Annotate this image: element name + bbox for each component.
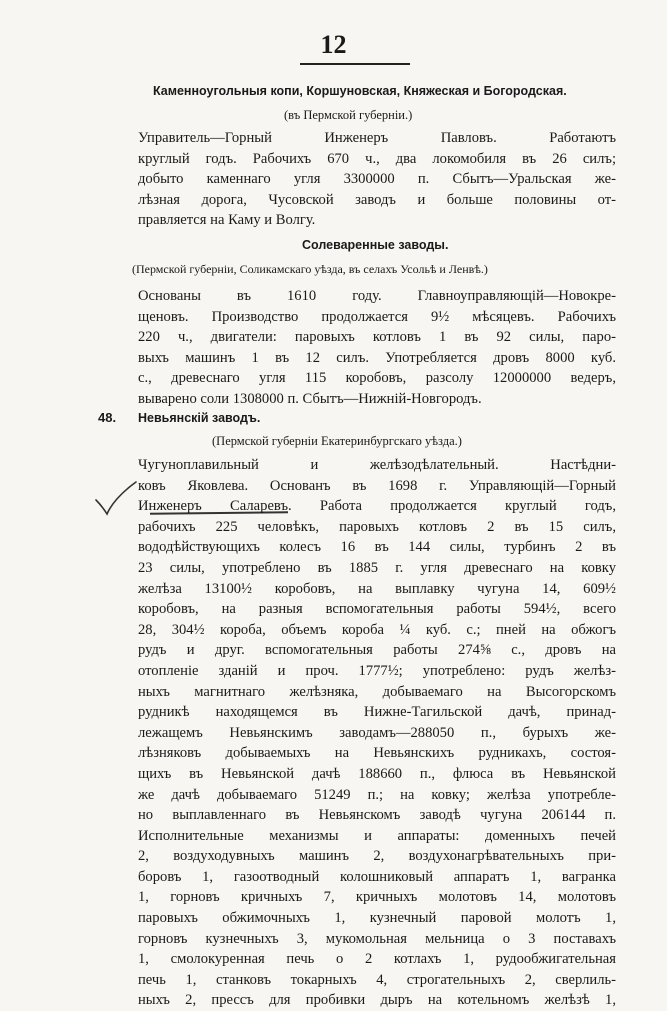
- text-line: боровъ 1, газоотводный колошниковый аппаратъ 1, вагранка: [138, 868, 616, 885]
- section-subheading-coal-mines: (въ Пермской губерніи.): [284, 108, 413, 122]
- text-line: же дачѣ добываемаго 51249 п.; на ковку; желѣза употребле-: [138, 786, 616, 803]
- text-line: лѣзняковъ добываемыхъ на Невьянскихъ рудникахъ, состоя-: [138, 745, 616, 762]
- text-line: горновъ кузнечныхъ 3, мукомольная мельница о 3 поставахъ: [138, 930, 616, 947]
- text-line: добыто каменнаго угля 3300000 п. Сбытъ—Уральская же-: [138, 171, 616, 188]
- section-number: 48.: [98, 410, 117, 425]
- handwritten-check-mark-icon: [92, 480, 140, 518]
- text-line: ковъ Яковлева. Основанъ въ 1698 г. Управляющій—Горный: [138, 477, 616, 494]
- text-line: лежащемъ Невьянскимъ заводамъ—288050 п., бурыхъ же-: [138, 724, 616, 741]
- text-line: 1, смолокуренная печь о 2 котлахъ 1, рудообжигательная: [138, 951, 616, 968]
- text-line: вододѣйствующихъ колесъ 16 въ 144 силы, турбинъ 2 въ: [138, 539, 616, 556]
- text-line: круглый годъ. Рабочихъ 670 ч., два локомобиля въ 26 силъ;: [138, 150, 616, 167]
- text-line: лѣзная дорога, Чусовской заводъ и больше половины от-: [138, 191, 616, 208]
- text-line: Чугуноплавильный и желѣзодѣлательный. Настѣдни-: [138, 457, 616, 473]
- text-line: Инженеръ Саларевъ. Работа продолжается круглый годъ,: [138, 498, 616, 515]
- section-heading-nevyansk: Невьянскій заводъ.: [138, 411, 261, 425]
- text-line: выварено соли 1308000 п. Сбытъ—Нижній-Новгородъ.: [138, 390, 482, 407]
- text-line: 28, 304½ короба, объемъ короба ¼ куб. с.; пней на обжогъ: [138, 621, 616, 638]
- text-line: 23 силы, употреблено въ 1885 г. угля древеснаго на ковку: [138, 559, 616, 576]
- section-subheading-salt-works: (Пермской губерніи, Соликамскаго уѣзда, въ селахъ Усольѣ и Ленвѣ.): [132, 262, 488, 276]
- text-line: ныхъ 2, прессъ для пробивки дыръ на котельномъ желѣзѣ 1,: [138, 992, 616, 1009]
- section-heading-salt-works: Солеваренные заводы.: [302, 238, 449, 252]
- text-line: выхъ машинъ 1 въ 12 силъ. Употребляется дровъ 8000 куб.: [138, 349, 616, 366]
- text-line: с., древеснаго угля 115 коробовъ, разсолу 12000000 ведеръ,: [138, 370, 616, 387]
- page-number: 12: [320, 30, 347, 59]
- text-line: отопленіе зданій и проч. 1777½; употреблено: рудъ желѣз-: [138, 662, 616, 679]
- text-line: Исполнительные механизмы и аппараты: доменныхъ печей: [138, 827, 616, 844]
- text-line: 2, воздуходувныхъ машинъ 2, воздухонагрѣвательныхъ при-: [138, 848, 616, 865]
- text-line: печь 1, станковъ токарныхъ 4, строгательныхъ 2, сверлиль-: [138, 971, 616, 988]
- text-line: 220 ч., двигатели: паровыхъ котловъ 1 въ 92 силы, паро-: [138, 329, 616, 346]
- text-line: паровыхъ обжимочныхъ 1, кузнечный паровой молотъ 1,: [138, 910, 616, 927]
- text-line: ныхъ магнитнаго желѣзняка, добываемаго на Высогорскомъ: [138, 683, 616, 700]
- text-line: рабочихъ 225 человѣкъ, паровыхъ котловъ 2 въ 15 силъ,: [138, 518, 616, 535]
- section-subheading-nevyansk: (Пермской губерніи Екатеринбургскаго уѣзда.): [212, 434, 462, 448]
- paragraph-nevyansk: [138, 455, 616, 1011]
- text-line: 1, горновъ кричныхъ 7, кричныхъ молотовъ 14, молотовъ: [138, 889, 616, 906]
- section-heading-coal-mines: Каменноугольныя копи, Коршуновская, Княжеская и Богородская.: [153, 84, 567, 98]
- text-line: щихъ въ Невьянской дачѣ 188660 п., флюса въ Невьянской: [138, 765, 616, 782]
- text-line: правляется на Каму и Волгу.: [138, 212, 316, 229]
- paragraph-salt-works: [138, 286, 616, 410]
- text-line: Основаны въ 1610 году. Главноуправляющій—Новокре-: [138, 288, 616, 304]
- paragraph-coal-mines: [138, 128, 616, 231]
- text-line: коробовъ, на разныя вспомогательныя работы 594½, всего: [138, 601, 616, 618]
- text-line: желѣза 13100½ коробовъ, на выплавку чугуна 14, 609½: [138, 580, 616, 597]
- bleed-through-shadow: [607, 78, 667, 118]
- text-line: но выплавленнаго въ Невьянскомъ заводѣ чугуна 206144 п.: [138, 807, 616, 824]
- page-number-rule: [300, 63, 410, 65]
- text-line: щеновъ. Производство продолжается 9½ мѣсяцевъ. Рабочихъ: [138, 308, 616, 325]
- text-line: рудъ и друг. вспомогательныя работы 274⅝ с., дровъ на: [138, 642, 616, 659]
- text-line: рудникѣ находящемся въ Нижне-Тагильской дачѣ, принад-: [138, 704, 616, 721]
- text-line: Управитель—Горный Инженеръ Павловъ. Работаютъ: [138, 130, 616, 146]
